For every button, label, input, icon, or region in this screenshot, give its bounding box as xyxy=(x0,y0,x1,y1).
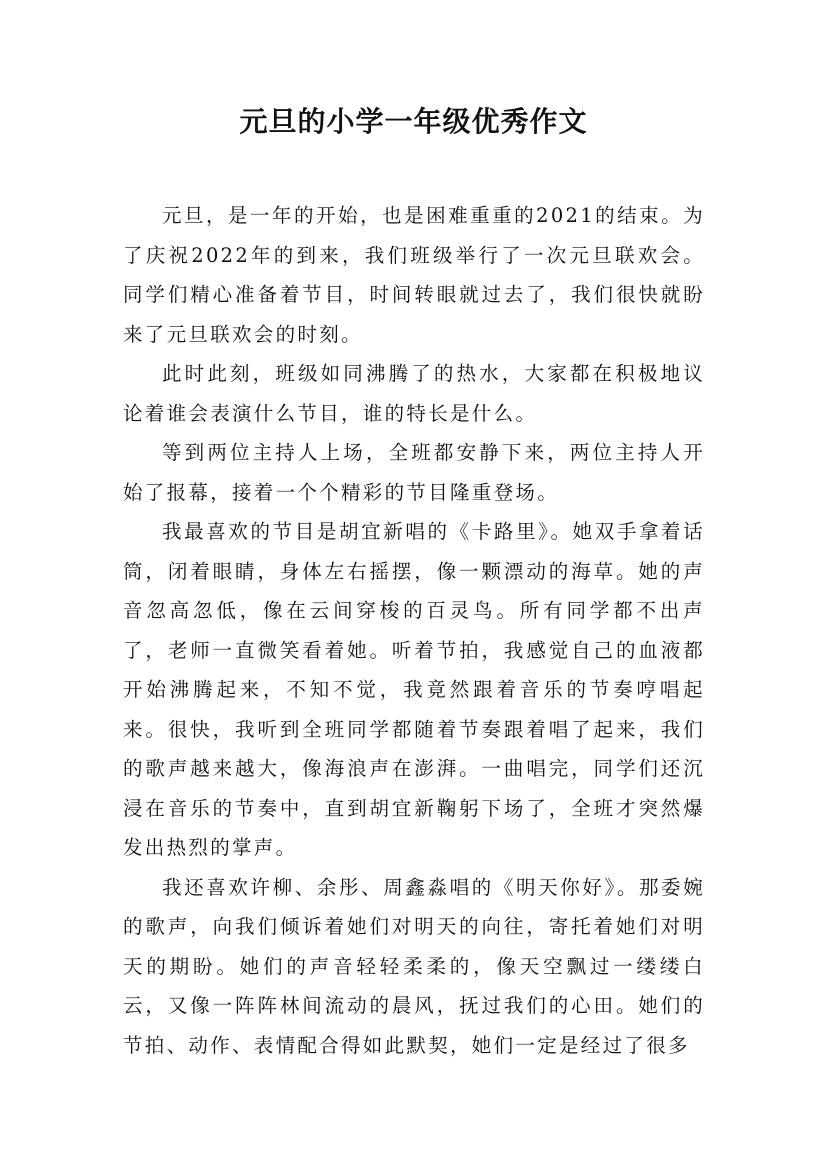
essay-body xyxy=(123,196,705,1065)
paragraph-3: 等到两位主持人上场，全班都安静下来，两位主持人开始了报幕，接着一个个精彩的节目隆重登场。 xyxy=(123,441,705,504)
paragraph-2: 此时此刻，班级如同沸腾了的热水，大家都在积极地议论着谁会表演什么节目，谁的特长是什么。 xyxy=(123,362,705,425)
paragraph-4: 我最喜欢的节目是胡宜新唱的《卡路里》。她双手拿着话筒，闭着眼睛，身体左右摇摆，像一颗漂动的海草。她的声音忽高忽低，像在云间穿梭的百灵鸟。所有同学都不出声了，老师一直微笑看着她。听着节拍，我感觉自己的血液都开始沸腾起来，不知不觉，我竟然跟着音乐的节奏哼唱起来。很快，我听到全班同学都随着节奏跟着唱了起来，我们的歌声越来越大，像海浪声在澎湃。一曲唱完，同学们还沉浸在音乐的节奏中，直到胡宜新鞠躬下场了，全班才突然爆发出热烈的掌声。 xyxy=(123,520,705,859)
document-title: 元旦的小学一年级优秀作文 xyxy=(239,105,588,138)
paragraph-1: 元旦，是一年的开始，也是困难重重的2021的结束。为了庆祝2022年的到来，我们班级举行了一次元旦联欢会。同学们精心准备着节目，时间转眼就过去了，我们很快就盼来了元旦联欢会的时刻。 xyxy=(123,204,705,346)
paragraph-5: 我还喜欢许柳、余彤、周鑫淼唱的《明天你好》。那委婉的歌声，向我们倾诉着她们对明天的向往，寄托着她们对明天的期盼。她们的声音轻轻柔柔的，像天空飘过一缕缕白云，又像一阵阵林间流动的晨风，抚过我们的心田。她们的节拍、动作、表情配合得如此默契，她们一定是经过了很多 xyxy=(123,875,705,1057)
